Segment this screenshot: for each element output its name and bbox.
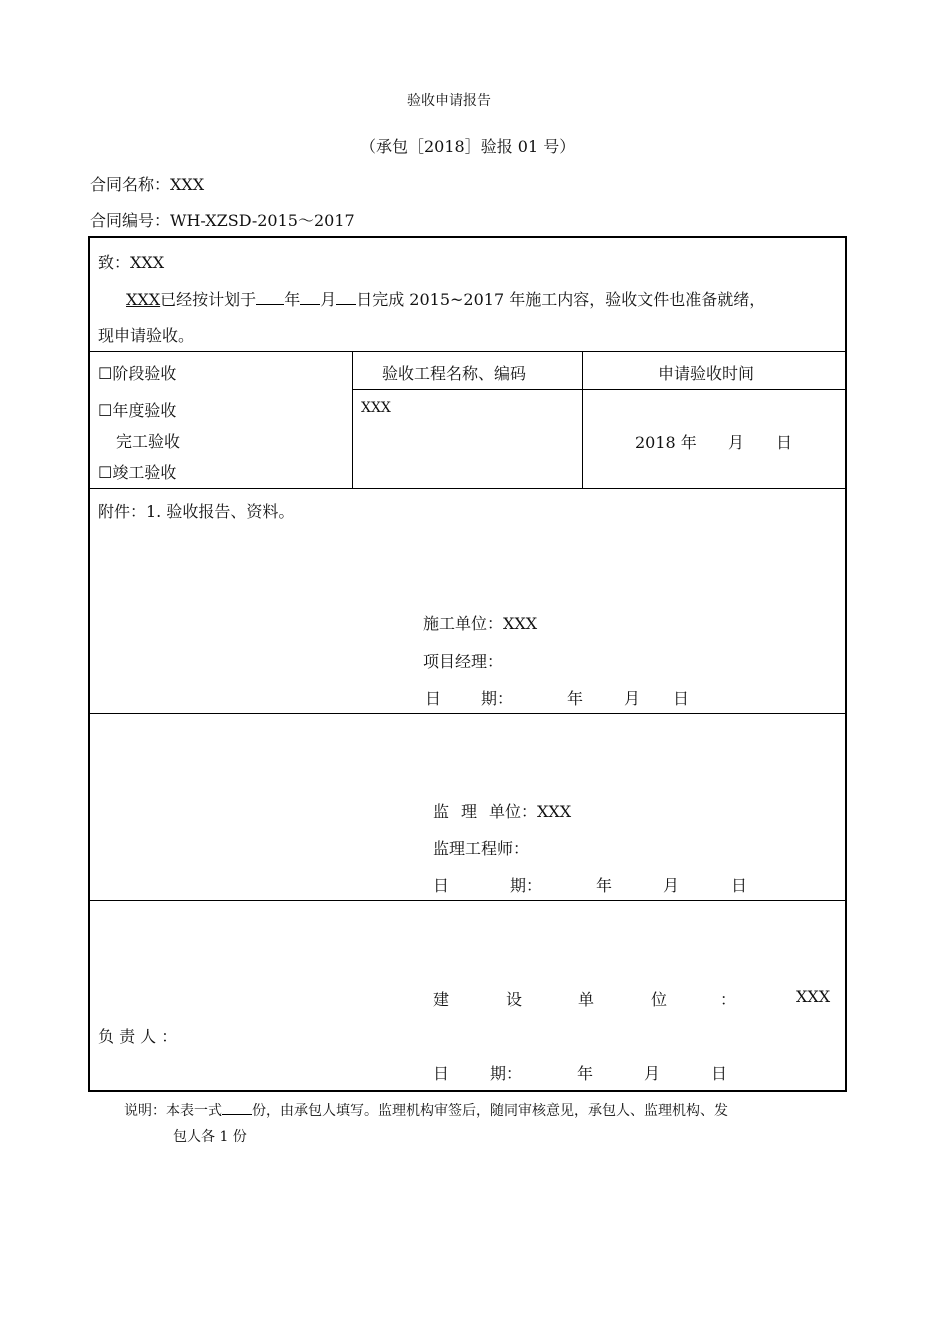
blank-month [300,290,320,305]
intro-text-d: 日完成 2015~2017 年施工内容，验收文件也准备就绪， [356,290,766,309]
intro-line-1 [126,287,765,310]
page-title: 验收申请报告 [407,93,491,109]
contractor-date-label-2: 期： [481,689,514,708]
owner-date-label: 日 [433,1064,450,1083]
owner-year: 年 [577,1064,594,1083]
header-project-name: 验收工程名称、编码 [382,364,527,383]
supervisor-day: 日 [731,876,748,895]
contractor-company: XXX [126,290,161,309]
intro-text-a: 已经按计划于 [160,290,257,309]
checkbox-annual-acceptance[interactable]: ☐年度验收 [98,401,177,420]
document-number: （承包［2018］验报 01 号） [360,137,576,156]
blank-copies [222,1101,252,1115]
owner-unit-char-1: 建 [433,990,450,1009]
checkbox-final-acceptance[interactable]: ☐竣工验收 [98,463,177,482]
blank-year [256,290,284,305]
contractor-month: 月 [624,689,641,708]
contractor-year: 年 [567,689,584,708]
completion-acceptance: 完工验收 [116,432,181,451]
owner-unit-char-4: 位 [651,990,668,1009]
project-manager: 项目经理： [423,652,504,671]
intro-line-2: 现申请验收。 [98,326,195,345]
supervisor-date-label: 日 [433,876,450,895]
owner-unit-char-2: 设 [506,990,523,1009]
supervisor-unit-char-1: 监 [433,802,450,821]
footnote-text-b: 份，由承包人填写。监理机构审签后，随同审核意见，承包人、监理机构、发 [252,1103,728,1119]
supervising-engineer: 监理工程师： [433,839,530,858]
contract-name: 合同名称：XXX [90,175,205,194]
supervisor-month: 月 [663,876,680,895]
footnote-line-2: 包人各 1 份 [173,1129,247,1145]
contractor-date-label: 日 [425,689,442,708]
owner-month: 月 [644,1064,661,1083]
header-apply-time: 申请验收时间 [658,364,755,383]
checkbox-stage-acceptance[interactable]: ☐阶段验收 [98,364,177,383]
contract-number: 合同编号：WH-XZSD-2015～2017 [90,211,355,230]
project-name-value: XXX [361,400,391,416]
owner-unit-char-3: 单 [578,990,595,1009]
intro-text-b: 年 [284,290,301,309]
owner-unit-colon: ： [720,990,737,1009]
blank-day [336,290,356,305]
contractor-day: 日 [673,689,690,708]
footnote-text-a: 说明：本表一式 [124,1103,222,1119]
supervisor-date-label-2: 期： [510,876,543,895]
owner-day: 日 [711,1064,728,1083]
intro-text-c: 月 [320,290,337,309]
apply-month: 月 [728,433,745,452]
supervisor-year: 年 [596,876,613,895]
supervisor-unit: 单位：XXX [489,802,572,821]
supervisor-unit-char-2: 理 [461,802,478,821]
footnote-line-1 [124,1100,728,1120]
attachment-note: 附件：1. 验收报告、资料。 [98,502,295,521]
responsible-person: 负 责 人 ： [98,1027,178,1046]
owner-unit-value: XXX [796,987,831,1006]
apply-year: 2018 年 [635,433,697,452]
apply-day: 日 [776,433,793,452]
contractor-unit: 施工单位：XXX [423,614,538,633]
owner-date-label-2: 期： [490,1064,523,1083]
addressee: 致：XXX [98,253,165,272]
